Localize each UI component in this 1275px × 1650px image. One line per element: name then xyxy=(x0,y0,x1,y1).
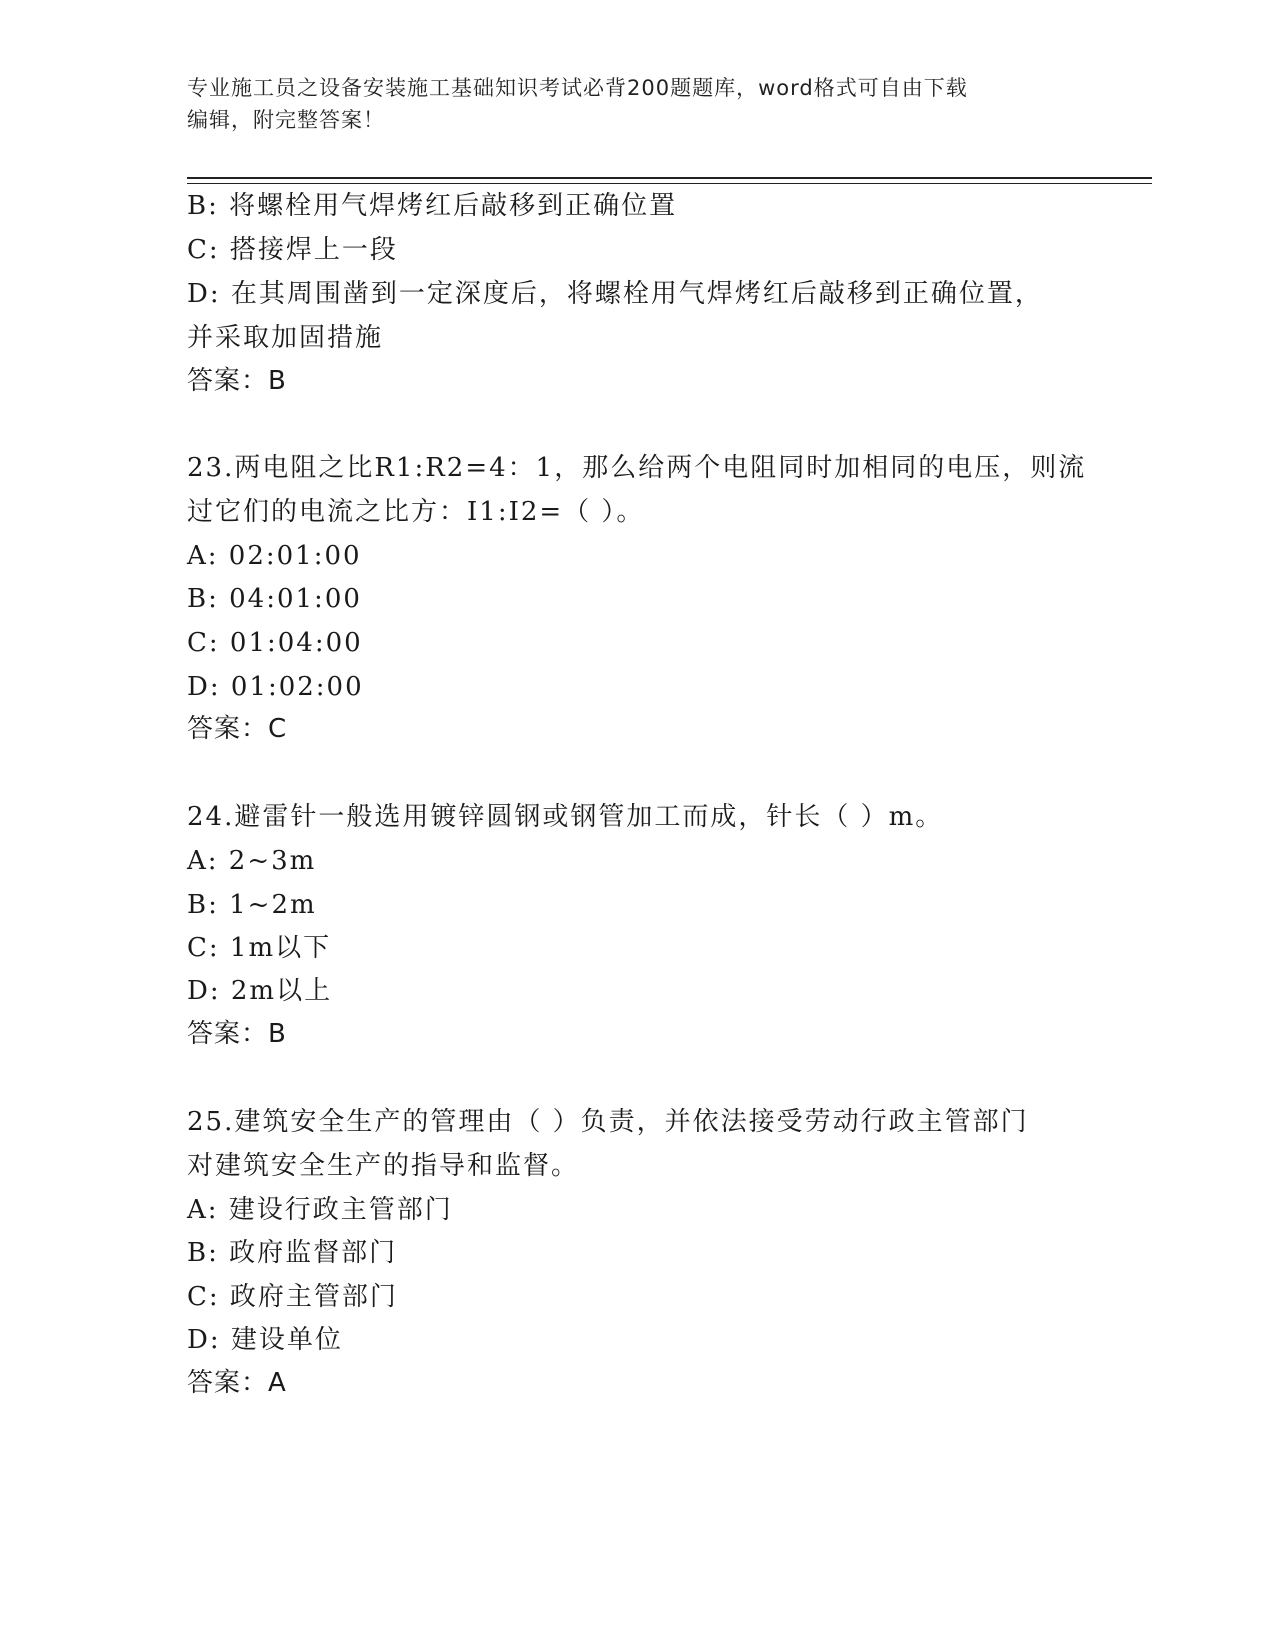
q24-stem: 24.避雷针一般选用镀锌圆钢或钢管加工而成，针长（ ）m。 xyxy=(187,802,944,832)
q23-option-a: A: 02:01:00 xyxy=(187,541,362,571)
q23-stem-line-1: 23.两电阻之比R1:R2=4：1，那么给两个电阻同时加相同的电压，则流 xyxy=(187,453,1087,483)
q25-answer: 答案：A xyxy=(187,1368,287,1398)
q22-option-c: C: 搭接焊上一段 xyxy=(187,235,398,265)
q22-option-d-line-2: 并采取加固措施 xyxy=(187,323,384,353)
q24-answer: 答案：B xyxy=(187,1019,287,1049)
q23-option-c: C: 01:04:00 xyxy=(187,628,363,658)
header-title-line-1: 专业施工员之设备安装施工基础知识考试必背200题题库，word格式可自由下载 xyxy=(187,76,968,100)
q25-option-c: C: 政府主管部门 xyxy=(187,1282,398,1312)
q23-stem-line-2: 过它们的电流之比方：I1:I2=（ ）。 xyxy=(187,497,645,527)
q25-option-a: A: 建设行政主管部门 xyxy=(187,1195,453,1225)
q24-option-a: A: 2~3m xyxy=(187,846,317,876)
q25-stem-line-2: 对建筑安全生产的指导和监督。 xyxy=(187,1151,580,1181)
q23-option-b: B: 04:01:00 xyxy=(187,584,362,614)
q25-stem-line-1: 25.建筑安全生产的管理由（ ）负责，并依法接受劳动行政主管部门 xyxy=(187,1107,1029,1137)
header-rule-thin xyxy=(187,183,1152,184)
q24-option-c: C: 1m以下 xyxy=(187,933,332,963)
header-rule-thick xyxy=(187,177,1152,179)
q25-option-b: B: 政府监督部门 xyxy=(187,1238,398,1268)
q25-option-d: D: 建设单位 xyxy=(187,1325,343,1355)
q24-option-b: B: 1~2m xyxy=(187,890,317,920)
header-title-line-2: 编辑，附完整答案！ xyxy=(187,108,385,132)
q23-option-d: D: 01:02:00 xyxy=(187,672,364,702)
q24-option-d: D: 2m以上 xyxy=(187,976,333,1006)
q22-option-b: B: 将螺栓用气焊烤红后敲移到正确位置 xyxy=(187,191,678,221)
q22-answer: 答案：B xyxy=(187,366,287,396)
document-header xyxy=(187,72,1067,136)
q23-answer: 答案：C xyxy=(187,714,288,744)
q22-option-d-line-1: D: 在其周围凿到一定深度后，将螺栓用气焊烤红后敲移到正确位置， xyxy=(187,279,1043,309)
